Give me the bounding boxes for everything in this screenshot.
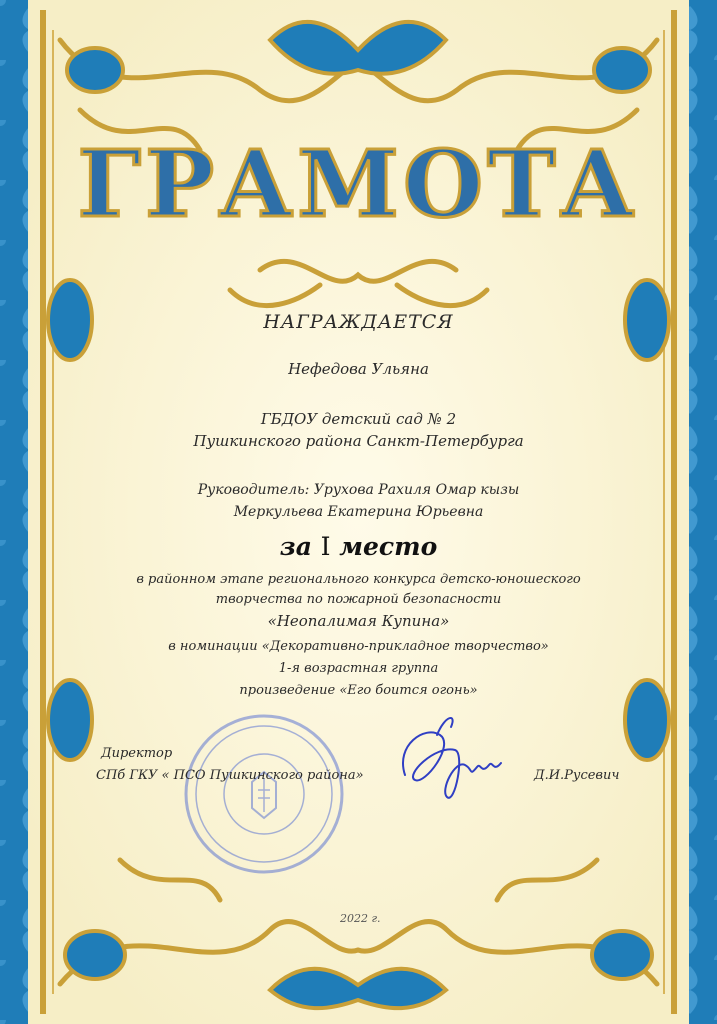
- supervisor-line-1: Руководитель: Урухова Рахиля Омар кызы: [197, 482, 520, 498]
- place-suffix: место: [339, 532, 438, 561]
- place-prefix: за: [279, 532, 312, 561]
- title-graphic: [77, 128, 639, 238]
- artwork-line: произведение «Его боится огонь»: [239, 683, 478, 698]
- age-group-line: 1-я возрастная группа: [278, 661, 439, 676]
- nomination-line: в номинации «Декоративно-прикладное творчество»: [168, 639, 549, 654]
- institution-line-2: Пушкинского района Санкт-Петербурга: [193, 432, 524, 450]
- description-line-2: творчества по пожарной безопасности: [215, 592, 502, 607]
- recipient-name: Нефедова Ульяна: [288, 360, 429, 378]
- issue-year: 2022 г.: [340, 912, 381, 925]
- director-organization: СПб ГКУ « ПСО Пушкинского района»: [96, 768, 364, 783]
- director-name: Д.И.Русевич: [534, 768, 620, 783]
- place-heading: [90, 532, 627, 561]
- place-number: I: [320, 532, 331, 561]
- contest-name: «Неопалимая Купина»: [267, 612, 450, 630]
- director-signature: [385, 705, 505, 810]
- institution-line-1: ГБДОУ детский сад № 2: [260, 410, 457, 428]
- official-stamp: [182, 712, 347, 877]
- description-line-1: в районном этапе регионального конкурса детско-юношеского: [136, 572, 581, 587]
- supervisor-line-2: Меркульева Екатерина Юрьевна: [233, 504, 484, 520]
- certificate-title: ГРАМОТА: [77, 130, 639, 238]
- awarded-label: НАГРАЖДАЕТСЯ: [263, 311, 454, 333]
- director-title: Директор: [101, 746, 173, 761]
